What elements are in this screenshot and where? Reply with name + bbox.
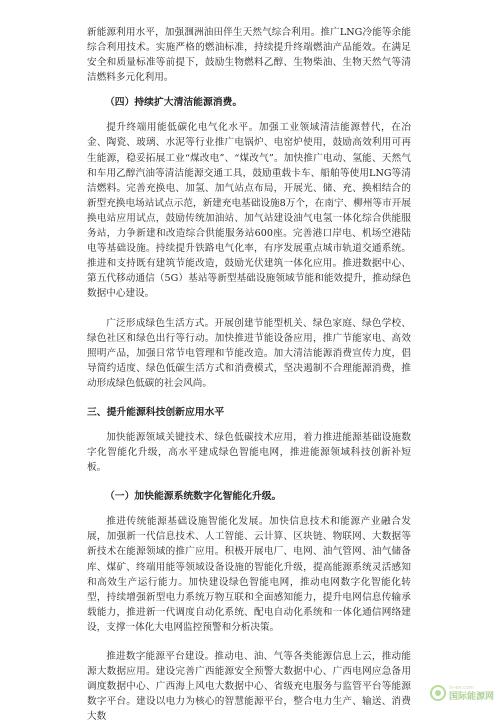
subheading-clean-energy-consumption: （四）持续扩大清洁能源消费。 (105, 97, 243, 109)
paragraph-terminal-electrification: 提升终端用能低碳化电气化水平。加强工业领域清洁能源替代，在冶金、陶瓷、玻璃、水泥等行业推广电锅炉、电窑炉使用，鼓励高效利用可再生能源，稳妥拓展工业“煤改电”、“煤改气”。加快推广电动、氢能、天然气和车用乙醇汽油等清洁能源交通工具，鼓励重载卡车、船舶等使用LNG等清洁燃料。完善充换电、加氢、加气站点布局，开展光、储、充、换相结合的新型充换电场站试点示范，新建充电基础设施8万个，在南宁、柳州等市开展换电站应用试点，鼓励传统加油站、加气站建设油气电氢一体化综合供能服务站，力争新建和改造综合供能服务站600座。完善港口岸电、机场空港陆电等基础设施。持续提升铁路电气化率，有序发展重点城市轨道交通系统。推进和支持既有建筑节能改造，鼓励光伏建筑一体化应用。推进数据中心、第五代移动通信（5G）基站等新型基础设施领域节能和能效提升，推动绿色数据中心建设。 (87, 122, 411, 300)
paragraph-digital-platform: 推进数字能源平台建设。推动电、油、气等各类能源信息上云，推动能源大数据应用。建设完善广西能源安全预警大数据中心、广西电网应急备用调度数据中心、广西海上风电大数据中心、省级充电服务与监管平台等能源数字平台。建设以电力为核心的智慧能源平台，整合电力生产、输送、消费大数 (87, 651, 411, 723)
section-heading-tech-innovation: 三、提升能源科技创新应用水平 (87, 406, 225, 418)
paragraph-fuel-utilization: 新能源利用水平，加强涠洲油田伴生天然气综合利用。推广LNG冷能等余能综合利用技术。实施严格的燃油标准，持续提升终端燃油产品能效。在满足安全和质量标准等前提下，鼓励生物燃料乙醇、生物柴油、生物天然气等清洁燃料多元化利用。 (87, 27, 411, 84)
subheading-digital-upgrade: （一）加快能源系统数字化智能化升级。 (105, 491, 282, 503)
site-watermark (430, 684, 494, 702)
paragraph-green-lifestyle: 广泛形成绿色生活方式。开展创建节能型机关、绿色家庭、绿色学校、绿色社区和绿色出行等行动。加快推进节能设备应用，推广节能家电、高效照明产品，加强日常节电管理和节能改造。加大清洁能源消费宣传力度，倡导简约适度、绿色低碳生活方式和消费模式，坚决遏制不合理能源消费，推动形成绿色低碳的社会风尚。 (87, 317, 411, 389)
paragraph-tech-intro: 加快能源领域关键技术、绿色低碳技术应用，着力推进能源基础设施数字化智能化升级，高水平建成绿色智能电网，推进能源领域科技创新补短板。 (87, 431, 411, 474)
document-page (87, 25, 411, 724)
watermark-name: 国际能源网 (448, 692, 494, 702)
watermark-domain: in-en.com (448, 685, 474, 691)
paragraph-traditional-infrastructure: 推进传统能源基础设施智能化发展。加快信息技术和能源产业融合发展，加强新一代信息技术、人工智能、云计算、区块链、物联网、大数据等新技术在能源领域的推广应用。积极开展电厂、电网、油气管网、油气储备库、煤矿、终端用能等领域设备设施的智能化升级，提高能源系统灵活感知和高效生产运行能力。加快建设绿色智能电网，推动电网数字化智能化转型，持续增强新型电力系统万物互联和全面感知能力，提升电网信息传输承载能力，推进新一代调度自动化系统、配电自动化系统和一体化通信网络建设，支撑一体化大电网监控预警和分析决策。 (87, 516, 411, 633)
site-logo-icon (430, 685, 446, 701)
